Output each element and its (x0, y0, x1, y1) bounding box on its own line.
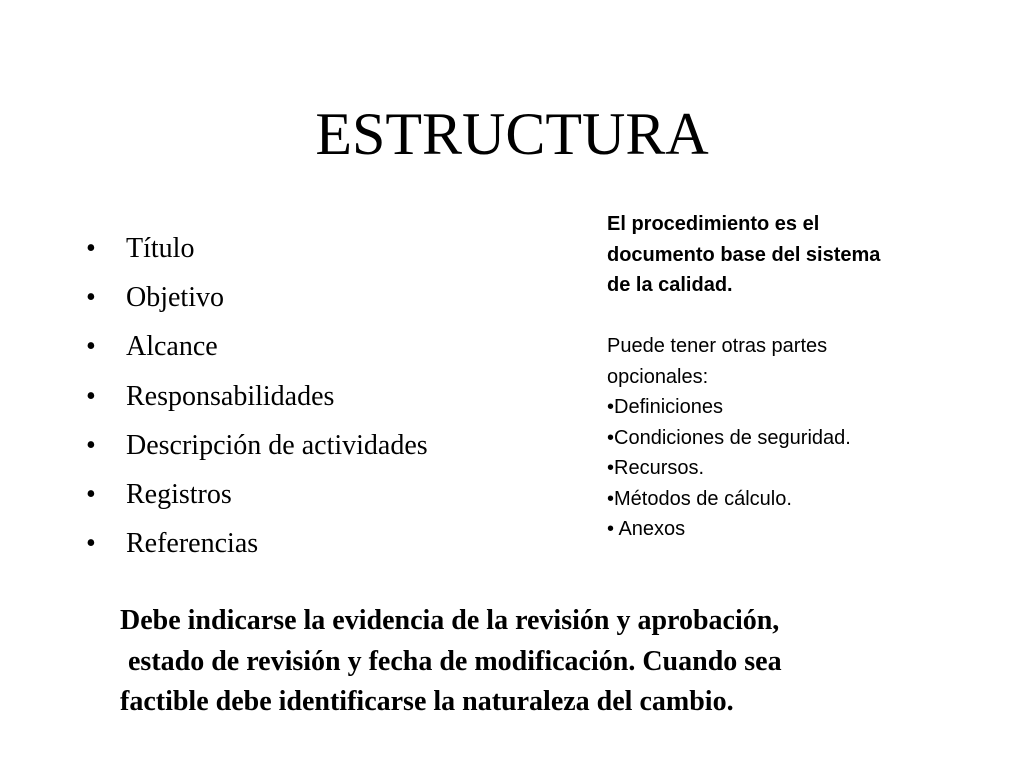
list-item-label: Responsabilidades (126, 380, 335, 412)
list-item-label: Alcance (126, 331, 218, 363)
side-note-body-line: •Recursos. (607, 457, 705, 479)
side-note-intro-line: de la calidad. (607, 274, 733, 296)
list-item (86, 475, 428, 524)
bullet-icon: • (86, 282, 96, 314)
bullet-icon: • (86, 478, 96, 510)
list-item-label: Título (126, 233, 195, 264)
list-item-label: Registros (126, 478, 232, 510)
bullet-icon: • (86, 331, 96, 363)
side-note-body-line: Puede tener otras partes (607, 335, 828, 357)
side-note (607, 209, 977, 545)
list-item-label: Referencias (126, 528, 259, 560)
side-note-body-line: • Anexos (607, 518, 686, 540)
side-note-intro-line: El procedimiento es el (607, 213, 820, 235)
list-item-label: Objetivo (126, 282, 224, 314)
structure-bullet-list (86, 229, 428, 573)
footer-note-line: estado de revisión y fecha de modificación. Cuando sea (128, 645, 782, 677)
side-note-body-line: •Métodos de cálculo. (607, 487, 792, 510)
footer-note-line: factible debe identificarse la naturaleza del cambio. (120, 686, 734, 717)
side-note-body (607, 331, 977, 545)
list-item-label: Descripción de actividades (126, 429, 428, 461)
list-item (86, 278, 428, 327)
list-item (86, 426, 428, 475)
bullet-icon: • (86, 429, 96, 461)
list-item (86, 327, 428, 376)
side-note-body-line: •Definiciones (607, 396, 723, 418)
slide-title: ESTRUCTURA (315, 101, 709, 167)
side-note-body-line: •Condiciones de seguridad. (607, 426, 851, 449)
footer-note (120, 601, 950, 723)
list-item (86, 229, 428, 278)
list-item (86, 377, 428, 426)
bullet-icon: • (86, 233, 96, 264)
footer-note-line: Debe indicarse la evidencia de la revisión y aprobación, (120, 605, 780, 636)
bullet-icon: • (86, 380, 96, 412)
list-item (86, 524, 428, 573)
side-note-spacer (607, 301, 977, 332)
side-note-intro-line: documento base del sistema (607, 243, 881, 266)
side-note-intro (607, 209, 977, 301)
bullet-icon: • (86, 528, 96, 560)
side-note-body-line: opcionales: (607, 365, 709, 388)
